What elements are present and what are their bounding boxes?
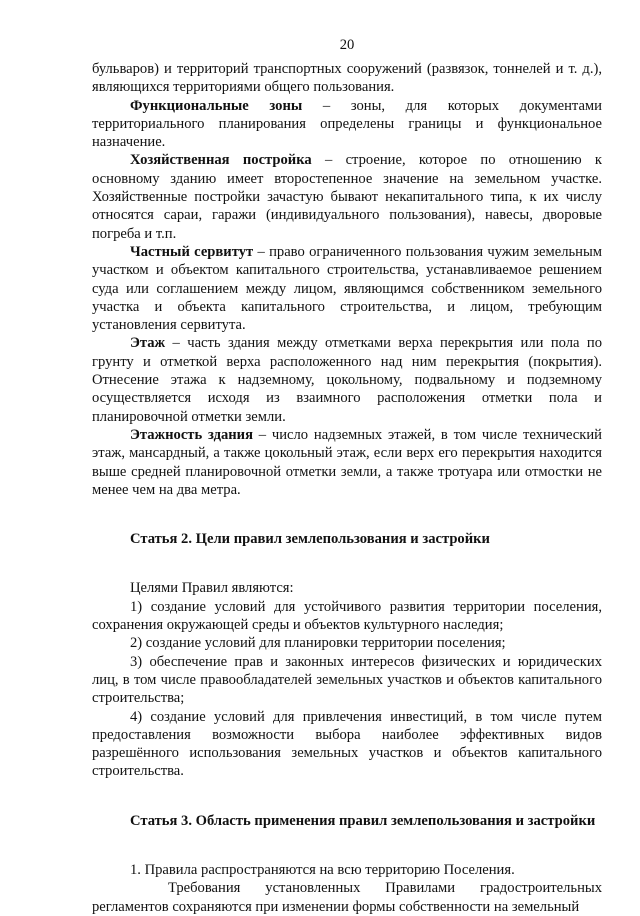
definition-number-of-floors [92,426,602,499]
definition-term: Этажность здания [130,426,253,443]
definition-text: – число надземных этажей, в том числе технический этаж, мансардный, а также цокольный этаж, если верх его перекрытия находится выше средней планировочной отметки земли, а также тротуара или отмостки не менее чем на два метра. [92,426,602,498]
article-2-heading: Статья 2. Цели правил землепользования и застройки [130,531,490,548]
document-page [92,36,602,916]
page-number: 20 [339,37,355,53]
article-3-heading: Статья 3. Область применения правил землепользования и застройки [130,812,596,829]
spacer [92,499,602,530]
spacer [92,830,602,861]
definition-text: – часть здания между отметками верха перекрытия или пола по грунту и отметкой верха расположенного над ним перекрытия (покрытия). Отнесение этажа к надземному, цокольному, подвальному и подземному осуществляется исходя из взаимного расположения отметки пола и планировочной отметки земли. [92,335,602,425]
article-2-item: 3) обеспечение прав и законных интересов физических и юридических лиц, в том числе правообладателей земельных участков и объектов капитального строительства; [92,653,602,707]
definition-term: Этаж [130,335,166,352]
definition-text: – зоны, для которых документами территориального планирования определены границы и функциональное назначение. [92,97,602,151]
paragraph-continuation: бульваров) и территорий транспортных сооружений (развязок, тоннелей и т. д.), являющихся территориями общего пользования. [92,61,602,96]
definition-outbuilding [92,151,602,242]
article-2-intro: Целями Правил являются: [130,580,294,597]
spacer [92,548,602,579]
article-3-paragraph-2: Требования установленных Правилами градостроительных регламентов сохраняются при изменении формы собственности на земельный [92,880,602,915]
article-2-item: 1) создание условий для устойчивого развития территории поселения, сохранения окружающей среды и объектов культурного наследия; [92,598,602,634]
article-2-item: 2) создание условий для планировки территории поселения; [130,635,506,652]
article-3-paragraph-1: 1. Правила распространяются на всю территорию Поселения. [130,861,515,878]
definition-text: – право ограниченного пользования чужим земельным участком и объектом капитального строительства, устанавливаемое решением суда или соглашением между лицом, являющимся собственником земельного участка и объекта капитального строительства, и лицом, требующим установления сервитута. [92,243,603,334]
definition-term: Частный сервитут [130,243,254,260]
definition-term: Функциональные зоны [130,97,303,114]
definition-text: – строение, которое по отношению к основному зданию имеет второстепенное значение на земельном участке. Хозяйственные постройки зачастую бывают некапитального типа, к их числу относятся сараи, гаражи (индивидуального пользования), навесы, дворовые погреба и т.п. [92,152,602,242]
article-2-item: 4) создание условий для привлечения инвестиций, в том числе путем предоставления возможности выбора наиболее эффективных видов разрешённого использования земельных участков и объектов капитального строительства. [92,708,602,780]
definition-term: Хозяйственная постройка [130,152,312,169]
spacer [92,781,602,812]
definition-private-easement [92,243,602,334]
definition-floor [92,334,602,425]
definition-functional-zones [92,97,602,152]
